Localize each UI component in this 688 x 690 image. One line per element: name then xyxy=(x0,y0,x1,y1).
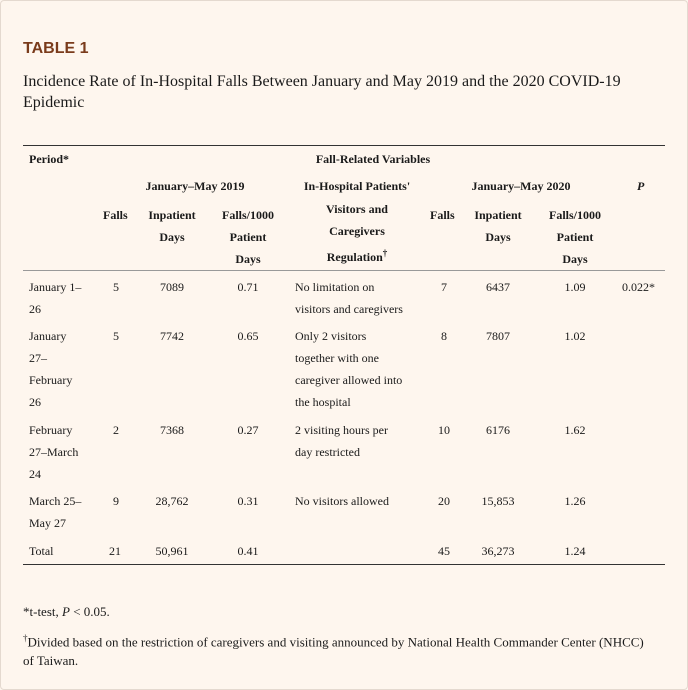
cell-rate-2020: 1.24 xyxy=(564,544,586,558)
top-rule xyxy=(23,145,665,146)
cell-falls-2019: 9 xyxy=(113,494,119,508)
footnote-divided: †Divided based on the restriction of caregivers and visiting announced by National Health Commander Center (NHCC) of Taiwan. xyxy=(23,633,644,669)
cell-rate-2020: 1.62 xyxy=(564,423,586,437)
header-fall-related: Fall-Related Variables xyxy=(315,152,431,166)
cell-p: 0.022* xyxy=(622,280,655,294)
cell-inpatient-2020: 36,273 xyxy=(481,544,515,558)
cell-rate-2020: 1.26 xyxy=(564,494,586,508)
cell-falls-2020: 7 xyxy=(441,280,447,294)
cell-period: Total xyxy=(29,544,54,558)
header-inpatient-2019: Inpatient Days xyxy=(148,208,196,244)
cell-inpatient-2020: 6176 xyxy=(486,423,510,437)
footnote-ttest: *t-test, P < 0.05. xyxy=(23,604,110,619)
cell-regulation: No limitation on visitors and caregivers xyxy=(295,280,403,316)
header-inpatient-2020: Inpatient Days xyxy=(474,208,522,244)
cell-falls-2019: 21 xyxy=(109,544,121,558)
header-period: Period* xyxy=(29,152,69,166)
header-regulation-rest: Visitors and Caregivers Regulation† xyxy=(326,202,388,264)
cell-period: January 1– 26 xyxy=(29,280,82,316)
cell-regulation: Only 2 visitors together with one caregiver allowed into the hospital xyxy=(295,329,403,409)
cell-inpatient-2020: 7807 xyxy=(486,329,510,343)
cell-rate-2020: 1.09 xyxy=(564,280,586,294)
cell-inpatient-2020: 6437 xyxy=(486,280,510,294)
cell-falls-2020: 10 xyxy=(438,423,450,437)
header-2020: January–May 2020 xyxy=(471,179,571,193)
bottom-rule xyxy=(23,564,665,565)
cell-falls-2020: 8 xyxy=(441,329,447,343)
header-rate-2019: Falls/1000 Patient Days xyxy=(221,208,274,266)
cell-rate-2019: 0.27 xyxy=(237,423,259,437)
cell-rate-2019: 0.65 xyxy=(237,329,259,343)
header-regulation-1: In-Hospital Patients' xyxy=(303,179,411,193)
cell-falls-2019: 5 xyxy=(113,329,119,343)
cell-period: February 27–March 24 xyxy=(29,423,79,481)
header-falls-2020: Falls xyxy=(430,208,455,222)
cell-falls-2019: 2 xyxy=(113,423,119,437)
cell-rate-2020: 1.02 xyxy=(564,329,586,343)
header-rule xyxy=(23,270,665,271)
cell-inpatient-2019: 28,762 xyxy=(155,494,189,508)
header-p: P xyxy=(637,179,645,193)
cell-regulation: 2 visiting hours per day restricted xyxy=(295,423,388,459)
cell-falls-2020: 45 xyxy=(438,544,450,558)
cell-falls-2019: 5 xyxy=(113,280,119,294)
cell-inpatient-2019: 7089 xyxy=(160,280,184,294)
header-2019: January–May 2019 xyxy=(145,179,245,193)
cell-inpatient-2019: 7368 xyxy=(160,423,184,437)
cell-inpatient-2019: 7742 xyxy=(160,329,184,343)
header-rate-2020: Falls/1000 Patient Days xyxy=(548,208,601,266)
cell-rate-2019: 0.71 xyxy=(237,280,259,294)
header-falls-2019: Falls xyxy=(103,208,128,222)
table-caption: Incidence Rate of In-Hospital Falls Between January and May 2019 and the 2020 COVID-19 Epidemic xyxy=(23,73,621,111)
table-label: TABLE 1 xyxy=(23,40,89,57)
cell-inpatient-2019: 50,961 xyxy=(155,544,189,558)
cell-rate-2019: 0.41 xyxy=(237,544,259,558)
cell-period: March 25– May 27 xyxy=(29,494,82,530)
cell-rate-2019: 0.31 xyxy=(237,494,259,508)
cell-period: January 27– February 26 xyxy=(29,329,73,409)
cell-regulation: No visitors allowed xyxy=(295,494,389,508)
cell-inpatient-2020: 15,853 xyxy=(481,494,515,508)
cell-falls-2020: 20 xyxy=(438,494,450,508)
